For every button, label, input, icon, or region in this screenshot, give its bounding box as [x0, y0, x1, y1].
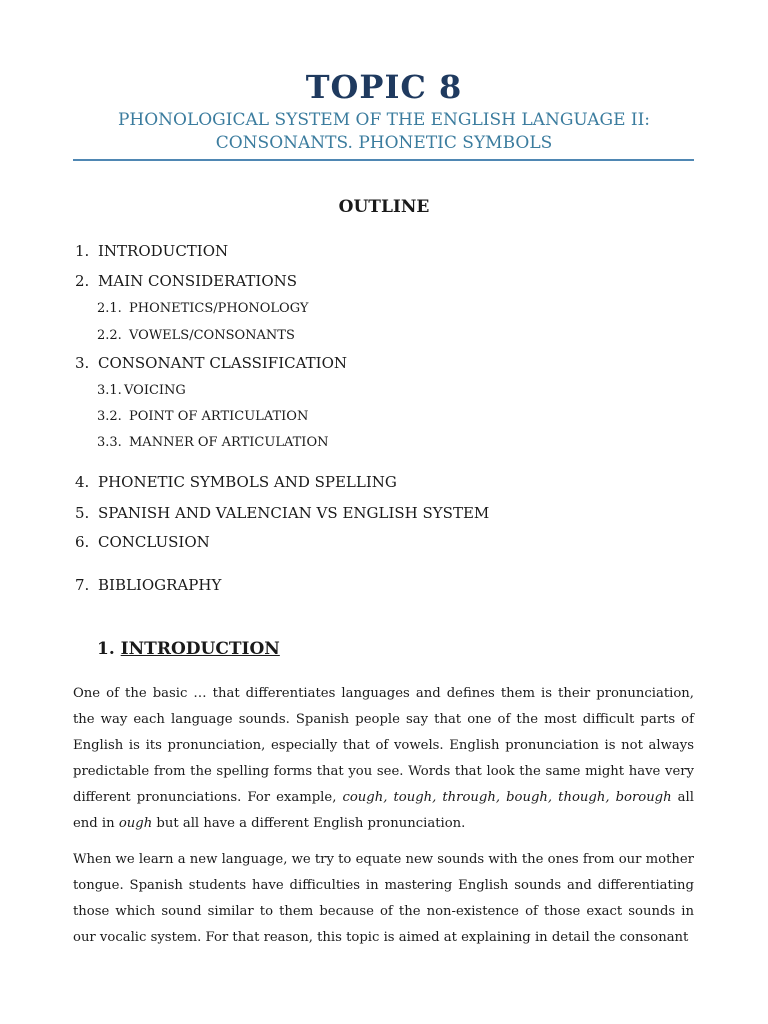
paragraph-text: all end in: [73, 790, 694, 831]
outline-item-label: MAIN CONSIDERATIONS: [98, 272, 298, 290]
intro-paragraph-1: [73, 681, 694, 837]
outline-item-number: 3.2.: [97, 409, 122, 424]
outline-item-number: 3.1.: [97, 383, 122, 398]
topic-subtitle-line-2: CONSONANTS. PHONETIC SYMBOLS: [215, 133, 553, 153]
outline-item-number: 3.: [75, 354, 90, 372]
outline-item-label: BIBLIOGRAPHY: [98, 576, 222, 594]
outline-item-label: VOICING: [124, 383, 186, 398]
outline-item-number: 1.: [75, 242, 90, 260]
outline-item-label: SPANISH AND VALENCIAN VS ENGLISH SYSTEM: [98, 504, 490, 522]
outline-item: [75, 576, 221, 594]
outline-subitem: [97, 435, 328, 450]
section-heading-introduction: [97, 639, 280, 659]
paragraph-text: but all have a different English pronunciation.: [152, 816, 466, 831]
topic-subtitle-line-1: PHONOLOGICAL SYSTEM OF THE ENGLISH LANGUAGE II:: [117, 110, 651, 130]
outline-item-number: 2.1.: [97, 301, 122, 316]
example-words: cough, tough, through, bough, though, borough: [342, 790, 672, 805]
outline-item-label: INTRODUCTION: [98, 242, 229, 260]
paragraph-text: One of the basic … that differentiates languages and defines them is their pronunciation, the way each language sounds. Spanish people say that one of the most difficult parts of English is its pronunciation, especially that of vowels. English pronunciation is not always predictable from the spelling forms that you see. Words that look the same might have very different pronunciations. For example,: [73, 686, 694, 805]
outline-item-number: 6.: [75, 533, 90, 551]
outline-item-number: 2.2.: [97, 328, 122, 343]
outline-item-label: VOWELS/CONSONANTS: [129, 328, 295, 343]
ough-word: ough: [118, 816, 153, 831]
outline-subitem: [97, 328, 295, 343]
outline-item: [75, 533, 210, 551]
section-number: 1.: [97, 639, 115, 659]
outline-item: [75, 242, 228, 260]
section-title: INTRODUCTION: [120, 639, 280, 659]
outline-subitem: [97, 383, 186, 398]
outline-item-number: 2.: [75, 272, 90, 290]
outline-item: [75, 354, 347, 372]
outline-item-label: MANNER OF ARTICULATION: [129, 435, 329, 450]
outline-item-number: 3.3.: [97, 435, 122, 450]
outline-heading: OUTLINE: [338, 197, 430, 217]
title-divider: [73, 159, 694, 161]
outline-item: [75, 504, 489, 522]
outline-item-label: POINT OF ARTICULATION: [129, 409, 309, 424]
outline-subitem: [97, 301, 308, 316]
outline-item-label: CONCLUSION: [98, 533, 210, 551]
outline-item-label: PHONETIC SYMBOLS AND SPELLING: [98, 473, 397, 491]
outline-item-label: CONSONANT CLASSIFICATION: [98, 354, 347, 372]
outline-item-number: 5.: [75, 504, 90, 522]
outline-subitem: [97, 409, 308, 424]
intro-paragraph-2: When we learn a new language, we try to equate new sounds with the ones from our mother tongue. Spanish students have difficulties in mastering English sounds and differentiating those which sound similar to them because of the non-existence of those exact sounds in our vocalic system. For that reason, this topic is aimed at explaining in detail the consonant: [73, 852, 694, 945]
topic-title: TOPIC 8: [305, 68, 463, 106]
outline-item-number: 7.: [75, 576, 90, 594]
outline-item-label: PHONETICS/PHONOLOGY: [129, 301, 309, 316]
outline-item-number: 4.: [75, 473, 90, 491]
outline-item: [75, 272, 297, 290]
outline-item: [75, 473, 397, 491]
